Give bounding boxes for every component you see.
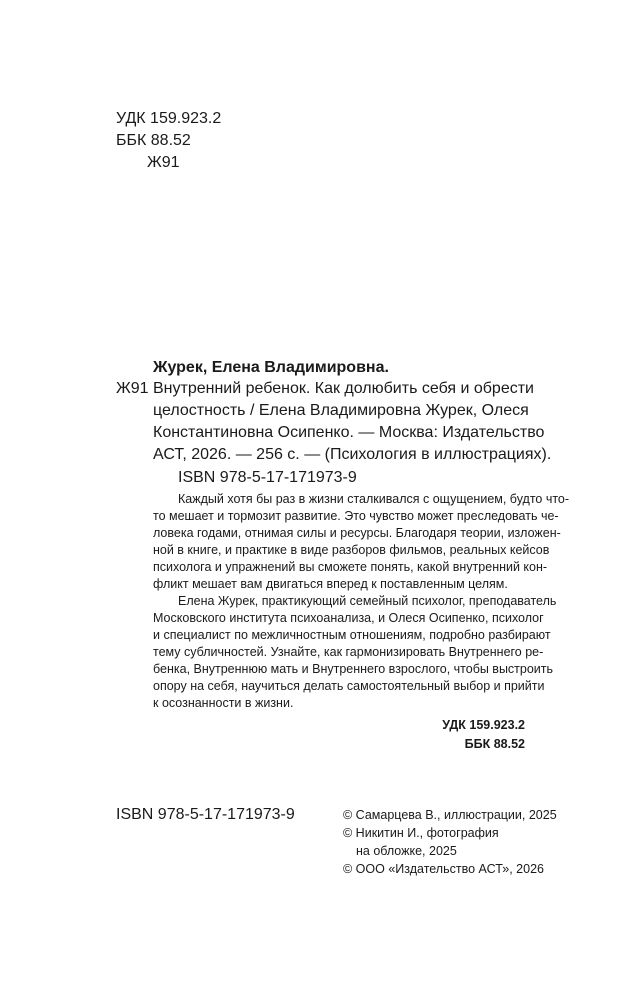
annotation-udk: УДК 159.923.2: [442, 718, 525, 732]
copyright-line: © ООО «Издательство АСТ», 2026: [343, 862, 544, 876]
footer-isbn: ISBN 978-5-17-171973-9: [116, 806, 295, 823]
annotation-line: тему субличностей. Узнайте, как гармонизировать Внутреннего ре-: [153, 645, 544, 659]
annotation-line: ловека годами, отнимая силы и ресурсы. Благодаря теории, изложен-: [153, 526, 561, 540]
annotation-line: психолога и упражнений вы сможете понять, какой внутренний кон-: [153, 560, 548, 574]
annotation-line: то мешает и тормозит развитие. Это чувство может преследовать че-: [153, 509, 559, 523]
bib-line: Константиновна Осипенко. — Москва: Издательство: [153, 424, 545, 441]
author-mark: Ж91: [147, 154, 180, 171]
entry-isbn: ISBN 978-5-17-171973-9: [178, 469, 357, 486]
udk-code: УДК 159.923.2: [116, 110, 222, 127]
bib-line: целостность / Елена Владимировна Журек, Олеся: [153, 402, 529, 419]
entry-author-mark: Ж91: [116, 380, 149, 397]
copyright-line: на обложке, 2025: [356, 844, 457, 858]
author-name: Журек, Елена Владимировна.: [153, 359, 389, 376]
annotation-line: и специалист по межличностным отношениям, подробно разбирают: [153, 628, 551, 642]
annotation-line: Елена Журек, практикующий семейный психолог, преподаватель: [178, 594, 557, 608]
annotation-line: Каждый хотя бы раз в жизни сталкивался с ощущением, будто что-: [178, 492, 570, 506]
bbk-code: ББК 88.52: [116, 132, 191, 149]
bib-line: Внутренний ребенок. Как долюбить себя и обрести: [153, 380, 534, 397]
annotation-line: ной в книге, и практике в виде разборов фильмов, реальных кейсов: [153, 543, 550, 557]
copyright-line: © Самарцева В., иллюстрации, 2025: [343, 808, 557, 822]
annotation-line: бенка, Внутреннюю мать и Внутреннего взрослого, чтобы выстроить: [153, 662, 554, 676]
annotation-line: опору на себя, научиться делать самостоятельный выбор и прийти: [153, 679, 545, 693]
copyright-line: © Никитин И., фотография: [343, 826, 499, 840]
annotation-bbk: ББК 88.52: [464, 737, 525, 751]
annotation-line: к осознанности в жизни.: [153, 696, 294, 710]
annotation-line: фликт мешает вам двигаться вперед к поставленным целям.: [153, 577, 508, 591]
annotation-line: Московского института психоанализа, и Олеся Осипенко, психолог: [153, 611, 544, 625]
bib-line: АСТ, 2026. — 256 с. — (Психология в иллюстрациях).: [153, 446, 552, 463]
